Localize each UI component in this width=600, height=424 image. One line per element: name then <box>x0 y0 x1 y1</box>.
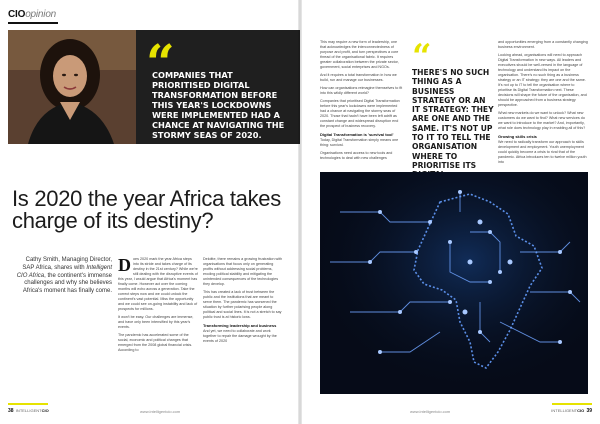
pull-quote-text: COMPANIES THAT PRIORITISED DIGITAL TRANSFORMATION BEFORE THIS YEAR'S LOCKDOWNS WERE IMPLEMENTED HAD A CHANCE AT NAVIGATING THE STORMY SEAS OF 2020. <box>152 70 285 140</box>
body-paragraph: This has created a lack of trust between the public and the institutions that are meant to serve them. The pandemic has worsened the situation by further polarising people along political and social lines. It is not a stretch to say public trust is at historic lows. <box>203 290 282 319</box>
standfirst-publication: Intelligent CIO Africa <box>16 264 112 279</box>
spine-gutter <box>298 0 302 424</box>
magazine-name-prefix: INTELLIGENT <box>551 408 578 413</box>
footer-accent-bar <box>552 403 592 405</box>
body-paragraph: And it requires a total transformation in how we build, run and manage our businesses. <box>320 73 397 82</box>
body-paragraph: This may require a new form of leadership, one that acknowledges the interconnectedness of purpose and profit, and turn perspectives a core thread of the organisational fabric. It requires greater collaboration between the private sector, government, social enterprises and NGOs. <box>320 40 399 69</box>
brand-cio: CIO <box>8 9 26 20</box>
open-quote-icon: “ <box>412 37 432 77</box>
footer-accent-bar <box>8 403 48 405</box>
photo-caption: Cathy Smith, Managing Director, SAP Africa <box>22 167 100 172</box>
standfirst <box>12 257 112 296</box>
magazine-name <box>15 408 49 413</box>
body-paragraph: Looking ahead, organisations will need to approach Digital Transformation in new ways. All leaders and executives should be well-versed in the language of technology and understand its impact on the organisation. There's no such thing as a business strategy or an IT strategy: they are one and the same. It's not up to IT to tell the organisation where to prioritise its Digital Transformation next. These decisions will shape the future of the organisation, and should be approached from a business strategy perspective. <box>498 53 587 107</box>
section-brand <box>8 9 56 20</box>
body-column-2 <box>203 257 283 347</box>
drop-cap: D <box>118 255 131 275</box>
magazine-name-bold: CIO <box>577 408 585 413</box>
pull-quote-box <box>136 30 300 144</box>
body-paragraph: Deloitte, there remains a growing frustration with organisations that focus only on generating profits without addressing social problems, eroding political stability and mitigating the unintended consequences of the technologies they develop. <box>203 257 283 286</box>
body-paragraph: What new markets do we want to unlock? What new customers do we want to find? What new services do we want to introduce to the market? And, importantly, what role does technology play in enabling all of this? <box>498 111 586 130</box>
circuit-map-illustration <box>320 172 588 394</box>
subheading: Growing skills crisis <box>498 134 537 139</box>
magazine-name <box>551 408 585 413</box>
body-paragraph: And yet, we need to collaborate and work together to repair the damage wrought by the events of 2020 <box>203 329 277 343</box>
author-photo <box>8 30 136 172</box>
subheading: Digital Transformation is 'survival tool' <box>320 132 394 137</box>
portrait-illustration <box>8 30 136 144</box>
africa-circuit-image <box>320 172 588 394</box>
right-body-column-3 <box>498 40 588 168</box>
right-body-column-1 <box>320 40 404 164</box>
body-paragraph: Companies that prioritised Digital Transformation before this year's lockdowns were implemented had a chance at navigating the stormy seas of 2020. Those that hadn't have been left adrift as constant change and widespread disruption end the prospect of business recovery. <box>320 99 400 128</box>
body-paragraph: Today, Digital Transformation simply means one thing: survival. <box>320 138 399 147</box>
right-footer <box>551 408 592 414</box>
brand-opinion: opinion <box>25 9 57 20</box>
magazine-name-prefix: INTELLIGENT <box>15 408 42 413</box>
article-headline: Is 2020 the year Africa takes charge of its destiny? <box>12 186 281 233</box>
left-footer-url[interactable]: www.intelligentcio.com <box>140 409 181 414</box>
right-footer-url[interactable]: www.intelligentcio.com <box>410 409 451 414</box>
page-number: 38 <box>8 408 14 414</box>
body-paragraph <box>118 257 198 312</box>
standfirst-text: Cathy Smith, Managing Director, SAP Africa, shares with <box>22 257 112 271</box>
body-paragraph: and opportunities emerging from a constantly changing business environment. <box>498 40 588 49</box>
body-paragraph: How can organisations reimagine themselves to fit into this wildly different world? <box>320 86 403 95</box>
right-page <box>300 0 600 424</box>
open-quote-icon: “ <box>146 33 175 92</box>
left-footer <box>8 408 49 414</box>
page-number: 39 <box>586 408 592 414</box>
body-paragraph: We need to radically transform our approach to skills development and employment. Youth unemployment could quickly become a crisis to rival that of the pandemic. Africa introduces ten to twelve million youth into <box>498 140 587 164</box>
paragraph-text: oes 2020 mark the year Africa steps into its stride and takes charge of its destiny in the 21st century? While we're still dealing with the disruptive events of this year, I would argue that Africa's moment has finally come. However act over the coming months will echo across a generation. Take the correct steps now and we could unlock the continent's vast potential. Miss the opportunity and we could see on-going instability and lack of prospects for millions. <box>118 257 198 311</box>
subheading: Transforming leadership and business <box>203 323 277 328</box>
brand-underline <box>8 22 58 24</box>
body-paragraph: It won't be easy. Our challenges are immense, and have only been intensified by this year's events. <box>118 315 194 329</box>
body-paragraph: Organisations need access to new tools and technologies to deal with new challenges <box>320 151 393 160</box>
standfirst-text-end: , the continent's immense challenges and why she believes Africa's moment has finally come. <box>22 272 112 295</box>
magazine-name-bold: CIO <box>41 408 49 413</box>
body-column-1 <box>118 257 198 356</box>
body-paragraph: The pandemic has accelerated some of the social, economic and political changes that emerged from the 2008 global financial crisis. According to <box>118 333 193 352</box>
right-pull-quote-text: THERE'S NO SUCH THING AS A BUSINESS STRATEGY OR AN IT STRATEGY: THEY ARE ONE AND THE SAME. IT'S NOT UP TO IT TO TELL THE ORGANISATION WHERE TO PRIORITISE ITS <box>412 68 494 170</box>
